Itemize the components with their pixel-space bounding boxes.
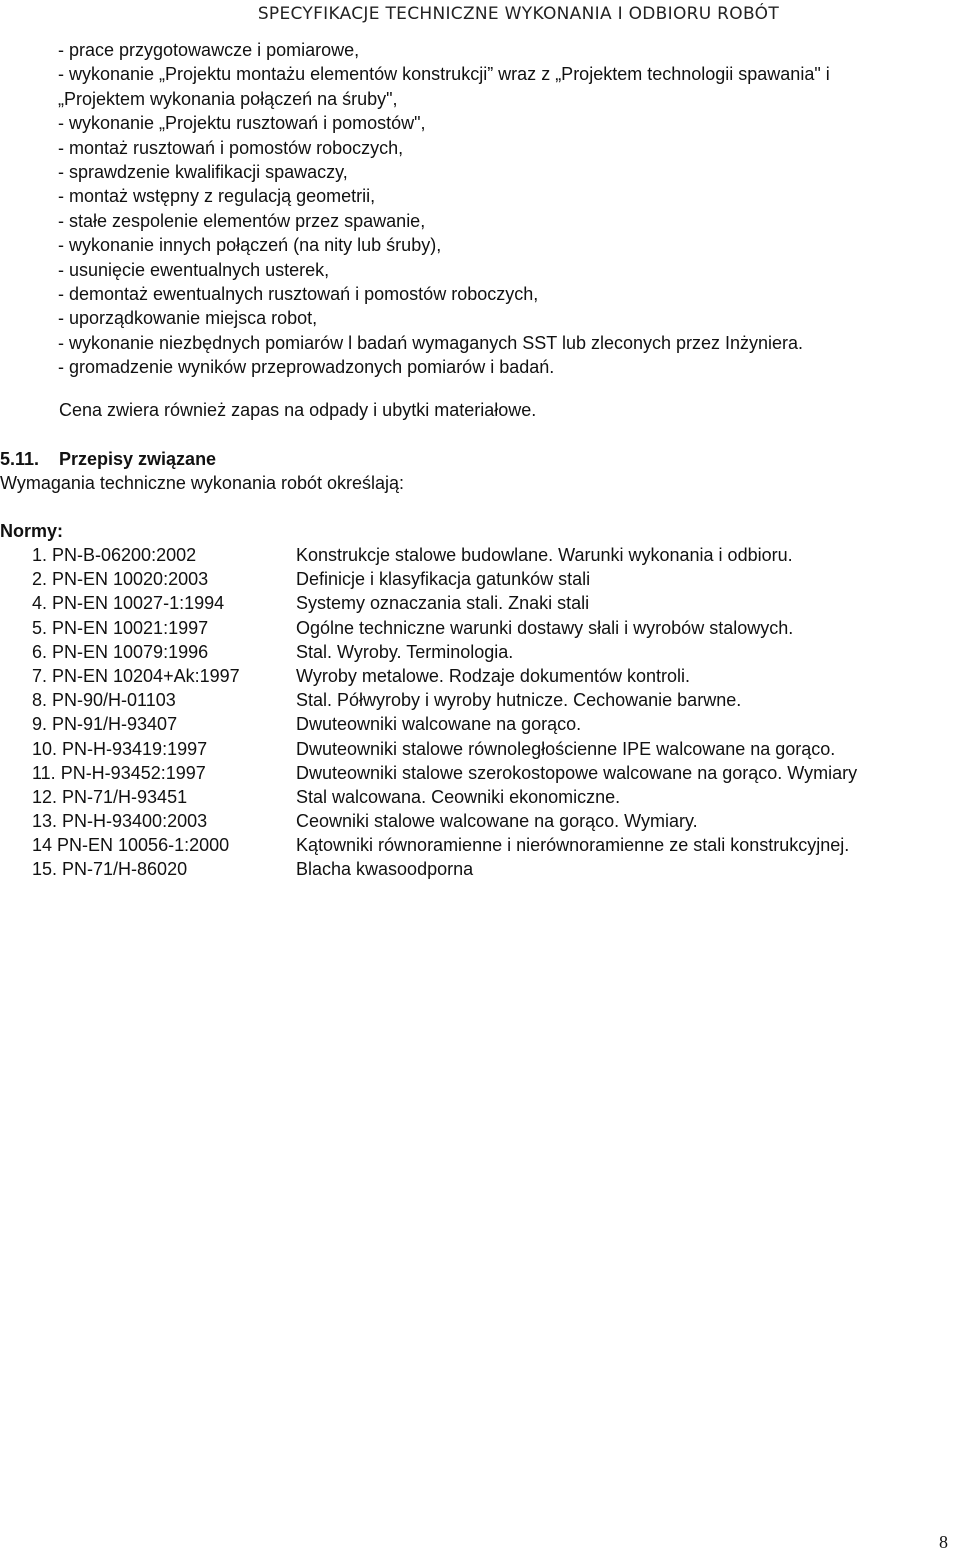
work-scope-item: - wykonanie „Projektu montażu elementów konstrukcji” wraz z „Projektem technologii spawania" i [58,64,830,85]
norm-title: Systemy oznaczania stali. Znaki stali [296,593,590,614]
norm-code: 10. PN-H-93419:1997 [32,738,208,759]
work-scope-item: - stałe zespolenie elementów przez spawanie, [58,210,426,231]
section-title: Przepisy związane [59,449,217,469]
section-number: 5.11. [0,449,40,469]
norm-code: 13. PN-H-93400:2003 [32,811,208,832]
work-scope-item: - sprawdzenie kwalifikacji spawaczy, [58,162,348,183]
norm-title: Dwuteowniki walcowane na gorąco. [296,714,582,735]
norm-code: 6. PN-EN 10079:1996 [32,641,209,662]
norm-code: 1. PN-B-06200:2002 [32,545,197,565]
norm-title: Definicje i klasyfikacja gatunków stali [296,569,591,590]
norms-heading: Normy: [0,521,64,541]
norm-code: 12. PN-71/H-93451 [32,786,188,807]
norm-code: 15. PN-71/H-86020 [32,859,188,880]
norm-code: 14 PN-EN 10056-1:2000 [32,835,230,856]
work-scope-item: - prace przygotowawcze i pomiarowe, [58,40,360,60]
section-heading [0,447,216,471]
work-scope-list [58,38,958,380]
norm-code: 2. PN-EN 10020:2003 [32,569,209,590]
norm-code: 5. PN-EN 10021:1997 [32,617,209,638]
norm-code: 4. PN-EN 10027-1:1994 [32,593,225,614]
norm-title: Stal. Wyroby. Terminologia. [296,641,514,662]
norm-title: Stal walcowana. Ceowniki ekonomiczne. [296,786,621,807]
norm-code: 8. PN-90/H-01103 [32,690,176,711]
work-scope-item: - montaż rusztowań i pomostów roboczych, [58,137,404,158]
work-scope-item: - uporządkowanie miejsca robot, [58,308,318,329]
norm-title: Dwuteowniki stalowe równoległościenne IPE walcowane na gorąco. [296,738,836,759]
work-scope-item: „Projektem wykonania połączeń na śruby", [58,88,398,109]
work-scope-item: - montaż wstępny z regulacją geometrii, [58,186,376,207]
norm-code: 9. PN-91/H-93407 [32,714,178,735]
work-scope-item: - wykonanie niezbędnych pomiarów l badań wymaganych SST lub zleconych przez Inżyniera. [58,332,804,353]
work-scope-item: - wykonanie innych połączeń (na nity lub śruby), [58,235,442,256]
norm-title: Stal. Półwyroby i wyroby hutnicze. Cechowanie barwne. [296,690,742,711]
norm-code: 7. PN-EN 10204+Ak:1997 [32,665,240,686]
requirements-intro: Wymagania techniczne wykonania robót określają: [0,473,405,493]
norm-title: Ogólne techniczne warunki dostawy słali i wyrobów stalowych. [296,617,794,638]
norm-title: Kątowniki równoramienne i nierównoramienne ze stali konstrukcyjnej. [296,835,850,856]
work-scope-item: - gromadzenie wyników przeprowadzonych pomiarów i badań. [58,357,555,378]
work-scope-item: - demontaż ewentualnych rusztowań i pomostów roboczych, [58,284,539,305]
norm-title: Ceowniki stalowe walcowane na gorąco. Wymiary. [296,811,698,832]
norm-title: Blacha kwasoodporna [296,859,474,880]
norm-code: 11. PN-H-93452:1997 [32,762,206,783]
work-scope-item: - wykonanie „Projektu rusztowań i pomostów", [58,113,426,134]
norm-title: Dwuteowniki stalowe szerokostopowe walcowane na gorąco. Wymiary [296,762,858,783]
page-header-title: SPECYFIKACJE TECHNICZNE WYKONANIA I ODBIORU ROBÓT [257,4,779,24]
price-note: Cena zwiera również zapas na odpady i ubytki materiałowe. [59,400,537,420]
norm-title: Konstrukcje stalowe budowlane. Warunki wykonania i odbioru. [296,545,793,565]
norm-title: Wyroby metalowe. Rodzaje dokumentów kontroli. [296,665,691,686]
page-number: 8 [939,1532,948,1552]
work-scope-item: - usunięcie ewentualnych usterek, [58,259,330,280]
